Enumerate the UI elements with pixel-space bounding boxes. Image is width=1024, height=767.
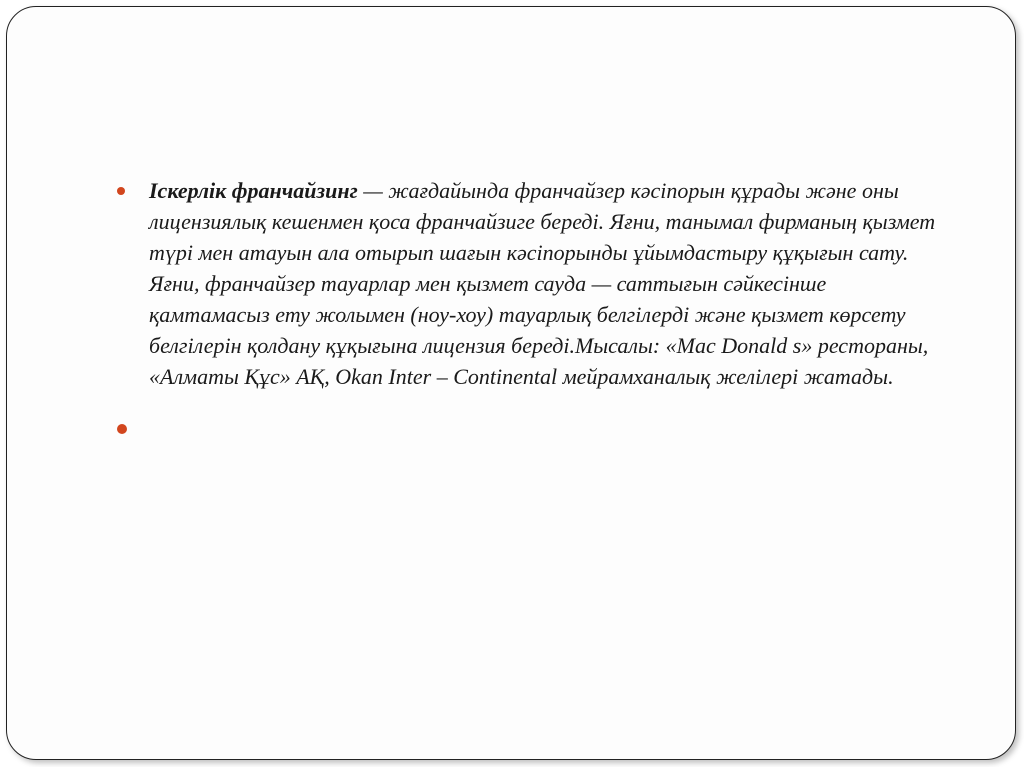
bullet-text-empty bbox=[149, 418, 949, 449]
bullet-text bbox=[149, 175, 949, 392]
bullet-item-2 bbox=[117, 418, 977, 449]
bullet-dot-icon bbox=[117, 424, 127, 434]
bullet-item-1 bbox=[117, 175, 977, 392]
term-label: Іскерлік франчайзинг bbox=[149, 178, 358, 203]
bullet-dot-icon bbox=[117, 187, 125, 195]
term-definition: — жағдайында франчайзер кәсіпорын құрады және оны лицензиялық кешенмен қоса франчайзиге береді. Яғни, танымал фирманың қызмет түрі мен атауын ала отырып шағын кәсіпорынды ұйымдастыру құқығын сату. Яғни, франчайзер тауарлар мен қызмет сауда — саттығын сәйкесінше қамтамасыз ету жолымен (ноу-хоу) тауарлық белгілерді және қызмет көрсету белгілерін қолдану құқығына лицензия береді.Мысалы: «Mac Donald s» рестораны, «Алматы Құс» АҚ, Okan Inter – Continental мейрамханалық желілері жатады. bbox=[149, 178, 936, 389]
slide-frame bbox=[6, 6, 1016, 760]
slide-content bbox=[117, 175, 977, 449]
